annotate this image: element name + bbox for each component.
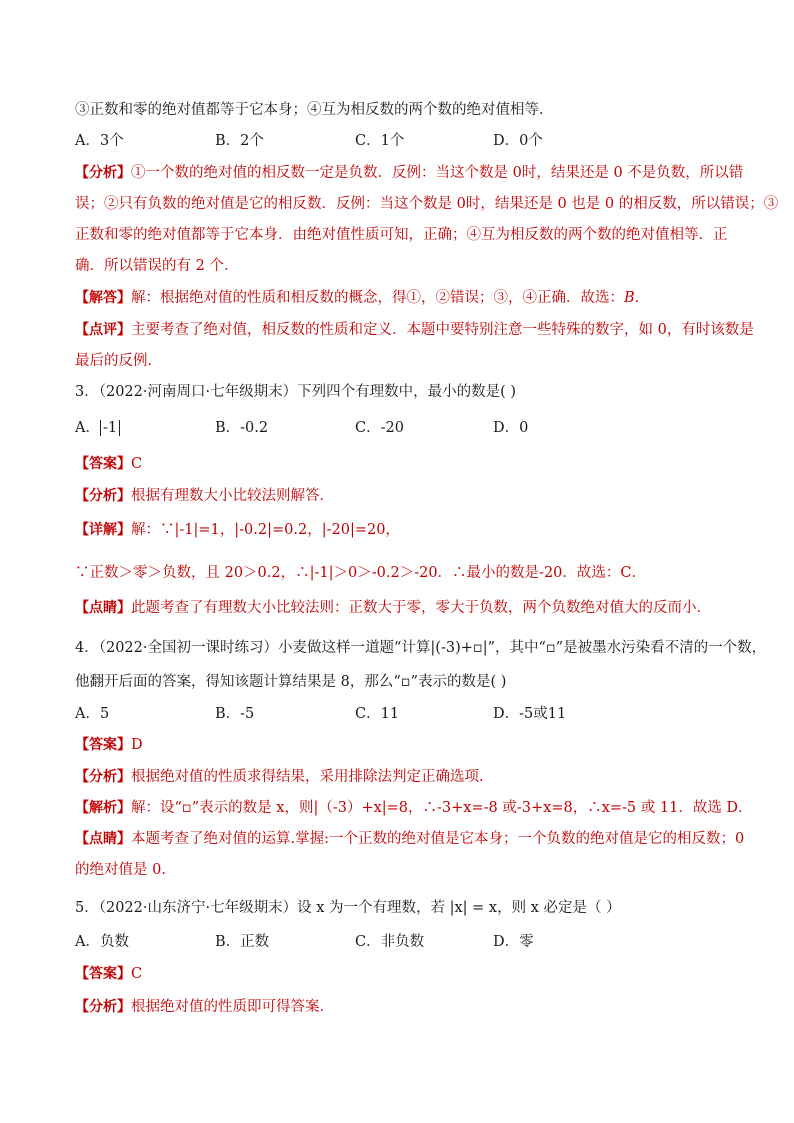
q4-analysis-line [75, 767, 494, 787]
q2-option-c: C．1个 [355, 133, 405, 149]
q5-option-a: A．负数 [75, 934, 129, 950]
q4-options [75, 704, 566, 724]
q5-option-d: D．零 [493, 934, 534, 950]
q3-option-a-abs: -1 [100, 420, 120, 436]
q2-comment-text-1: 主要考查了绝对值，相反数的性质和定义．本题中要特别注意一些特殊的数字，如 0，有时该数是 [131, 322, 754, 338]
q2-solution-text: 解：根据绝对值的性质和相反数的概念，得①，②错误；③，④正确．故选： [131, 290, 624, 306]
q4-option-b: B．-5 [215, 706, 255, 722]
q2-statement-line [75, 100, 554, 120]
q3-stem-text: 3．（2022·河南周口·七年级期末）下列四个有理数中，最小的数是( ) [75, 384, 517, 400]
q3-analysis-line [75, 486, 334, 506]
q4-stem-line-2 [75, 672, 506, 692]
q2-analysis-line-2 [75, 194, 778, 214]
q2-solution-line: 【解答】解：根据绝对值的性质和相反数的概念，得①，②错误；③，④正确．故选：B． [75, 290, 650, 306]
q4-comment-text-1: 本题考查了绝对值的运算.掌握:一个正数的绝对值是它本身；一个负数的绝对值是它的相反数；0 [131, 831, 745, 847]
q2-statement-text: ③正数和零的绝对值都等于它本身；④互为相反数的两个数的绝对值相等． [75, 102, 554, 118]
answer-tag: 【答案】 [75, 456, 131, 472]
q2-analysis-line-3 [75, 225, 728, 245]
q3-option-b: B．-0.2 [215, 420, 269, 436]
q2-analysis-text-3: 正数和零的绝对值都等于它本身．由绝对值性质可知，正确；④互为相反数的两个数的绝对值相等．正 [75, 227, 728, 243]
q4-answer: D [131, 737, 143, 753]
q3-option-a: A． -1 [75, 418, 215, 438]
q4-option-c: C．11 [355, 706, 400, 722]
q5-option-c: C．非负数 [355, 934, 425, 950]
q5-stem [75, 898, 621, 918]
q3-option-d: D．0 [493, 420, 529, 436]
q3-detail-text-2: ∵正数＞零＞负数，且 20＞0.2，∴|-1|＞0＞-0.2＞-20．∴最小的数是-20．故选：C． [75, 565, 646, 581]
answer-tag: 【答案】 [75, 966, 131, 982]
q5-answer: C [131, 966, 143, 982]
q4-solve-text: 解：设“▫”表示的数是 x，则|（-3）+x|=8，∴-3+x=-8 或-3+x=8，∴x=-5 或 11．故选 D． [131, 800, 753, 816]
q3-analysis-text: 根据有理数大小比较法则解答． [131, 488, 334, 504]
q4-option-d: D．-5或11 [493, 706, 567, 722]
q2-option-a: A．3个 [75, 133, 124, 149]
solve-tag: 【解析】 [75, 800, 131, 816]
q3-comment-text: 此题考查了有理数大小比较法则：正数大于零，零大于负数，两个负数绝对值大的反而小． [131, 600, 711, 616]
q3-option-c: C．-20 [355, 420, 404, 436]
q2-analysis-text-4: 确．所以错误的有 2 个． [75, 258, 239, 274]
q2-analysis-line-1 [75, 163, 743, 183]
q5-answer-line [75, 964, 142, 984]
q3-detail-line-2 [75, 563, 646, 583]
q2-solution-answer: B [624, 290, 635, 306]
q4-comment-line-2 [75, 860, 166, 880]
analysis-tag: 【分析】 [75, 999, 131, 1015]
q5-option-b: B．正数 [215, 934, 270, 950]
comment-tag: 【点评】 [75, 322, 131, 338]
analysis-tag: 【分析】 [75, 165, 131, 181]
q3-options [75, 418, 528, 438]
q4-stem-text-2: 他翻开后面的答案，得知该题计算结果是 8，那么“▫”表示的数是( ) [75, 674, 507, 690]
q5-analysis-text: 根据绝对值的性质即可得答案． [131, 999, 334, 1015]
q5-analysis-line [75, 997, 334, 1017]
q2-comment-line-2 [75, 351, 162, 371]
q3-answer: C [131, 456, 143, 472]
q2-analysis-text-2: 误；②只有负数的绝对值是它的相反数．反例：当这个数是 0时，结果还是 0 也是 0 的相反数，所以错误；③ [75, 196, 779, 212]
q4-stem-line-1 [75, 638, 766, 658]
detail-tag: 【详解】 [75, 522, 131, 538]
answer-tag: 【答案】 [75, 737, 131, 753]
q2-options [75, 131, 543, 151]
q2-analysis-text-1: ①一个数的绝对值的相反数一定是负数．反例：当这个数是 0时，结果还是 0 不是负数，所以错 [131, 165, 744, 181]
q2-option-b: B．2个 [215, 133, 264, 149]
q4-solve-line [75, 798, 753, 818]
q2-comment-text-2: 最后的反例． [75, 353, 162, 369]
comment-tag: 【点睛】 [75, 600, 131, 616]
q4-analysis-text: 根据绝对值的性质求得结果，采用排除法判定正确选项． [131, 769, 494, 785]
q3-detail-text-1: 解：∵|-1|=1，|-0.2|=0.2，|-20|=20， [131, 522, 400, 538]
q2-comment-line-1 [75, 320, 754, 340]
analysis-tag: 【分析】 [75, 488, 131, 504]
q3-answer-line [75, 454, 142, 474]
q4-option-a: A．5 [75, 706, 110, 722]
q2-option-d: D．0个 [493, 133, 543, 149]
comment-tag: 【点睛】 [75, 831, 131, 847]
q4-answer-line [75, 735, 143, 755]
q4-comment-text-2: 的绝对值是 0. [75, 862, 166, 878]
solution-tag: 【解答】 [75, 290, 131, 306]
q5-stem-text: 5．（2022·山东济宁·七年级期末）设 x 为一个有理数，若 |x| = x，则 x 必定是（ ） [75, 900, 621, 916]
q2-analysis-line-4 [75, 256, 238, 276]
q5-options [75, 932, 534, 952]
analysis-tag: 【分析】 [75, 769, 131, 785]
q4-stem-text-1: 4．（2022·全国初一课时练习）小麦做这样一道题“计算|(-3)+▫|”，其中“▫”是被墨水污染看不清的一个数， [75, 640, 767, 656]
q3-stem [75, 382, 516, 402]
q3-comment-line [75, 598, 711, 618]
q4-comment-line-1 [75, 829, 744, 849]
q3-detail-line-1 [75, 520, 400, 540]
